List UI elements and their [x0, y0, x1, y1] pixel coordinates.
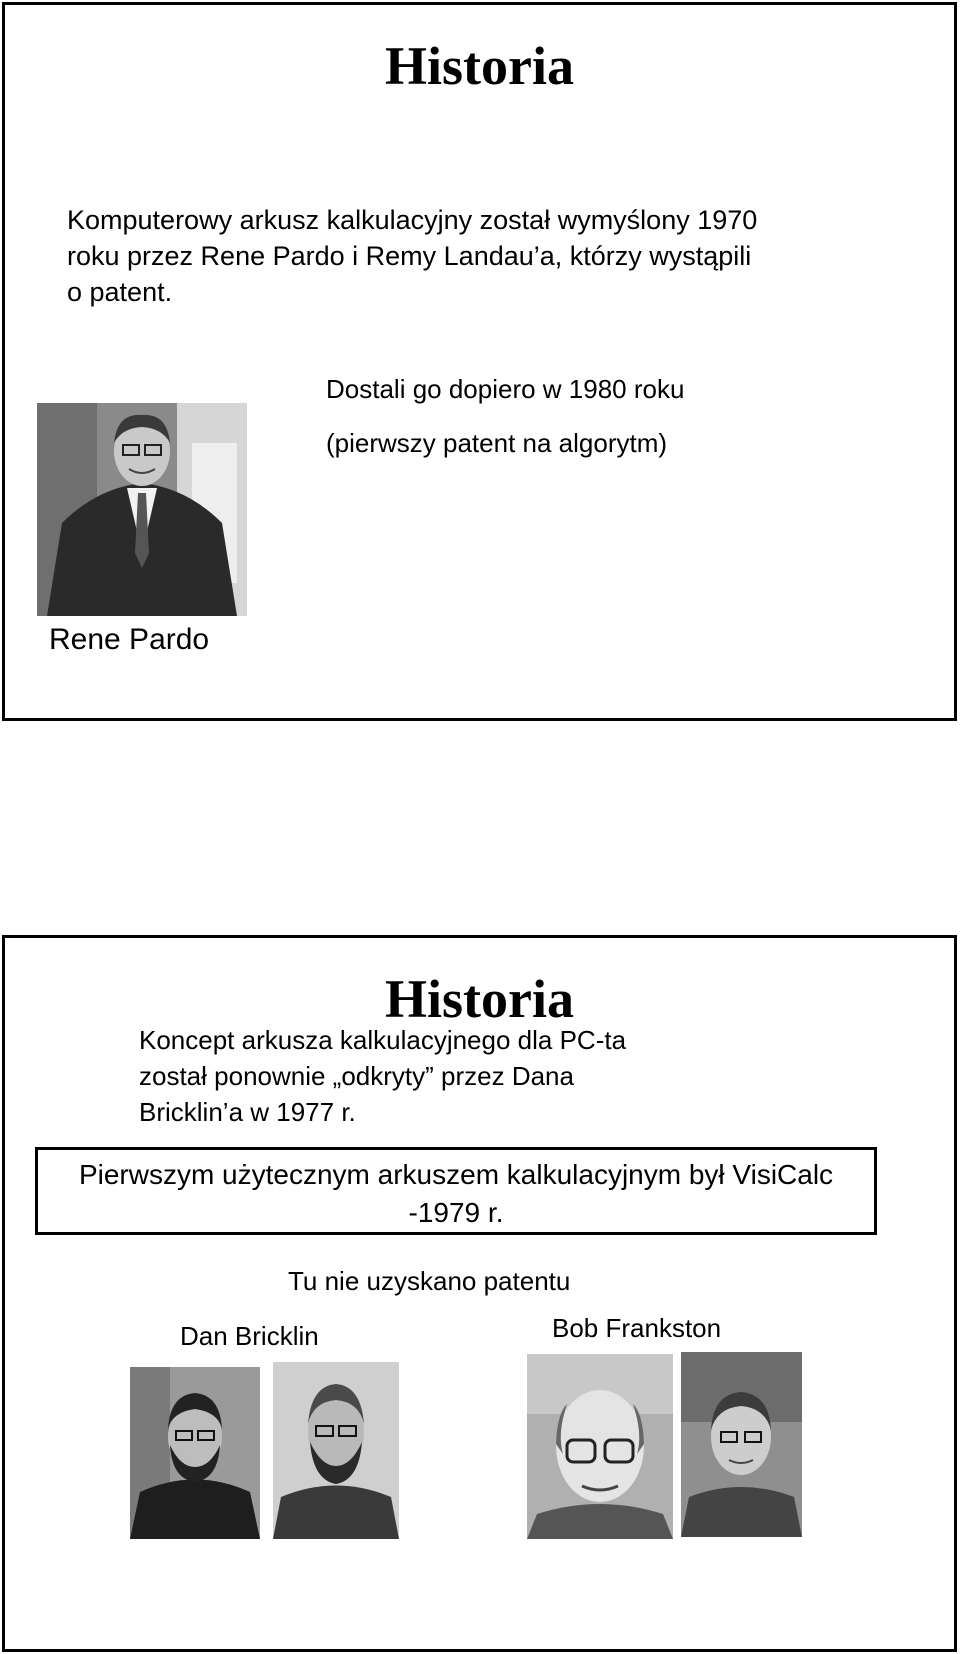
concept-text-line-2: został ponownie „odkryty” przez Dana: [139, 1061, 574, 1091]
intro-text-line-1: Komputerowy arkusz kalkulacyjny został wymyślony 1970: [67, 205, 758, 235]
patent-text-line-1: Dostali go dopiero w 1980 roku: [326, 374, 685, 404]
slide-2-title: Historia: [385, 969, 574, 1029]
slide-1-title: Historia: [385, 36, 574, 96]
concept-text-line-1: Koncept arkusza kalkulacyjnego dla PC-ta: [139, 1025, 627, 1055]
rene-pardo-caption: Rene Pardo: [49, 623, 210, 656]
no-patent-note: Tu nie uzyskano patentu: [288, 1266, 571, 1296]
bob-frankston-label: Bob Frankston: [552, 1313, 722, 1343]
intro-text-line-2: roku przez Rene Pardo i Remy Landau’a, którzy wystąpili: [67, 241, 752, 271]
concept-text-line-3: Bricklin’a w 1977 r.: [139, 1097, 356, 1127]
visicalc-box-line-1: Pierwszym użytecznym arkuszem kalkulacyjnym był VisiCalc: [78, 1159, 834, 1190]
rene-pardo-photo: [37, 403, 247, 616]
bob-frankston-photo-2: [681, 1352, 802, 1537]
slide-1: [2, 2, 957, 721]
bob-frankston-photo-1: [527, 1354, 673, 1539]
dan-bricklin-photo-2: [273, 1362, 399, 1539]
slide-2: [2, 935, 957, 1652]
patent-text-line-2: (pierwszy patent na algorytm): [326, 428, 668, 458]
dan-bricklin-photo-1: [130, 1367, 260, 1539]
visicalc-box: [35, 1147, 877, 1235]
intro-text-line-3: o patent.: [67, 277, 173, 307]
dan-bricklin-label: Dan Bricklin: [180, 1321, 319, 1351]
visicalc-box-line-2: -1979 r.: [408, 1197, 504, 1228]
